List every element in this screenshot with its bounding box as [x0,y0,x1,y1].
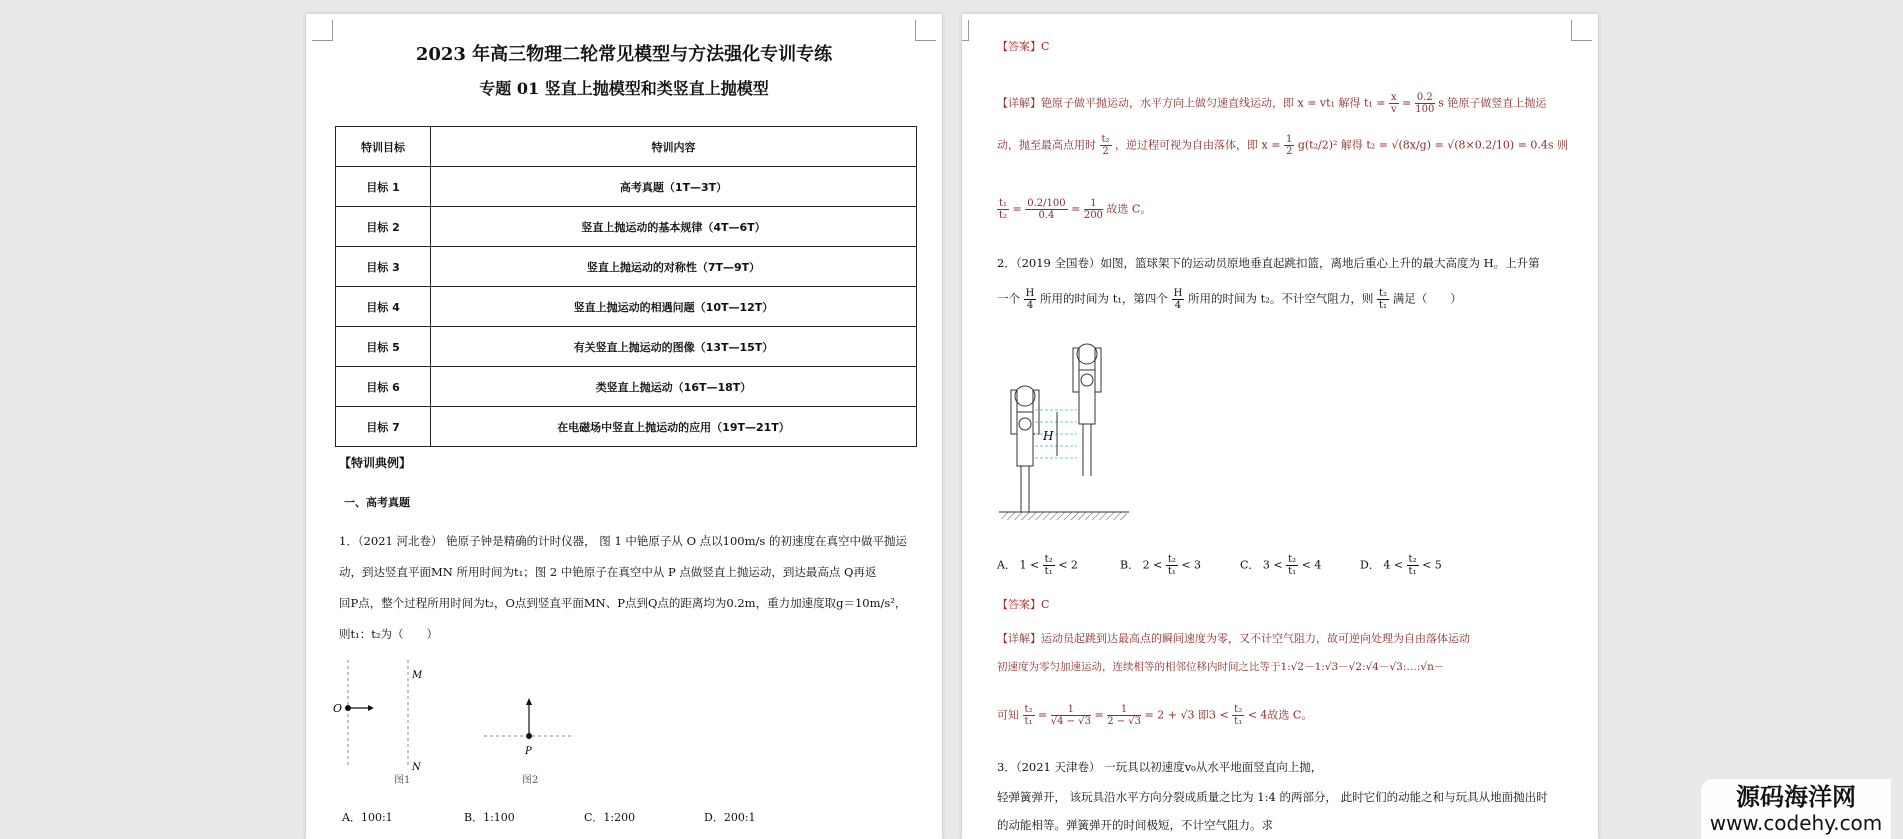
document-title: 2023 年高三物理二轮常见模型与方法强化专训专练 [415,44,833,65]
site-watermark [1701,779,1891,839]
fig2-point-p [526,733,532,739]
option-text: < 4 [1301,558,1322,572]
table-row [336,367,917,407]
document-subtitle: 专题 01 竖直上抛模型和类竖直上抛模型 [479,79,769,98]
question-2-option-b [1120,554,1201,577]
question-2-option-a [997,554,1078,577]
question-3-line: 轻弹簧弹开， 该玩具沿水平方向分裂成质量之比为 1:4 的两部分， 此时它们的动能之和与玩具从地面抛出时 [997,790,1548,804]
sqrt-expression: √(8x/g) [1391,138,1431,152]
fraction [1024,288,1037,311]
training-goals-table [335,126,917,447]
fig1-arrow-head [368,705,374,711]
height-label-h: H [1043,429,1054,443]
fraction [1100,134,1112,157]
question-text: 所用的时间为 t₂。不计空气阻力，则 [1187,291,1374,306]
table-row [336,407,917,447]
section-heading-exam: 一、高考真题 [344,496,410,509]
option-text: 4 < [1383,558,1404,572]
fraction-num: t₂ [1044,554,1053,565]
section-heading-typical: 【特训典例】 [339,456,412,470]
explanation-text: 故选 C。 [1106,202,1152,216]
fraction-den: t₂ [999,210,1008,221]
option-text: < 5 [1422,558,1442,572]
equals: = [1434,138,1444,152]
fraction-den: t₁ [1044,566,1053,577]
question-3-line: 3．（2021 天津卷） 一玩具以初速度v₀从水平地面竖直向上抛， [997,760,1323,774]
question-2-line: 2．（2019 全国卷）如图，篮球架下的运动员原地垂直起跳扣篮，离地后重心上升的最大高度为 H。上升第 [997,256,1540,270]
fraction-den: 100 [1415,104,1435,115]
fraction [997,198,1009,221]
option-letter: A． [997,558,1016,572]
fraction [1232,704,1244,727]
question-text: 满足（ ） [1392,291,1462,306]
page-corner-mark [312,20,333,41]
fraction-num: 0.2 [1416,92,1433,103]
table-row [336,287,917,327]
fraction [1407,554,1419,577]
fraction [1389,92,1399,115]
fraction-den: 4 [1026,300,1034,311]
fraction-den: v [1390,104,1397,115]
explanation-2-line: 初速度为零匀加速运动，连续相等的相邻位移内时间之比等于1:√2－1:√3－√2:√4－√3:…:√n－ [997,661,1445,673]
fraction-num: t₂ [1234,704,1243,715]
fraction-den: t₁ [1024,716,1033,727]
question-1-option: C．1:200 [584,811,636,824]
fraction-num: 1 [1107,704,1141,716]
equals: = [1038,708,1048,722]
question-text: 一个 [997,291,1020,306]
explanation-text: s 铯原子做竖直上抛运 [1438,96,1547,110]
fraction-num: H [1025,288,1035,299]
question-1-option: B．1:100 [464,811,515,824]
explanation-text: ，逆过程可视为自由落体，即 x = [1115,138,1281,152]
table-cell: 竖直上抛运动的相遇问题（10T—12T） [431,287,917,327]
explanation-text: 可知 [997,708,1019,722]
table-cell: 目标 4 [336,287,431,327]
fraction-den: t₁ [1379,300,1388,311]
fraction-num: 1 [1051,704,1091,716]
explanation-1-line1 [997,92,1546,115]
fraction-den: 200 [1083,210,1103,221]
equals: = [1402,96,1412,110]
fraction-den: 2 [1102,146,1109,157]
fraction-num: t₂ [1167,554,1176,565]
question-2-option-c [1240,554,1321,577]
fraction [1166,554,1178,577]
fraction [1107,704,1141,727]
question-1-option: A．100:1 [342,811,393,824]
equals: = [1094,708,1104,722]
head-low [1019,418,1031,430]
page-corner-mark [962,20,969,41]
fraction-den: t₁ [1234,716,1243,727]
explanation-1-line3: $\frac{\text{t₁}}{\text{t₂}}$ = $\frac{0.2/100}{0.4}$ = $\frac{1}{200}$ 故选 C。 [999,198,1152,221]
explanation-text: = 0.4s 则 [1517,138,1569,152]
option-text: 2 < [1142,558,1163,572]
table-header-cell: 特训目标 [336,127,431,167]
answer-2: 【答案】C [997,598,1050,611]
basketball-player-figure [997,332,1137,532]
fraction [1377,288,1389,311]
table-cell: 竖直上抛运动的对称性（7T—9T） [431,247,917,287]
table-cell: 目标 5 [336,327,431,367]
table-cell: 类竖直上抛运动（16T—18T） [431,367,917,407]
fraction-num: t₂ [1288,554,1297,565]
explanation-text: < 4故选 C。 [1247,708,1313,722]
fraction-den: 2 − √3 [1107,716,1142,727]
option-text: 3 < [1262,558,1283,572]
explanation-2-line: 【详解】运动员起跳到达最高点的瞬间速度为零，又不计空气阻力，故可逆向处理为自由落体运动 [997,632,1470,645]
fraction-num: 0.2/100 [1027,198,1066,209]
fraction-den: √4 − √3 [1050,716,1091,727]
sqrt-expression: √(8×0.2/10) [1447,138,1515,152]
question-3-line: 的动能相等。弹簧弹开的时间极短，不计空气阻力。求 [997,818,1273,832]
table-row [336,207,917,247]
table-cell: 有关竖直上抛运动的图像（13T—15T） [431,327,917,367]
fraction-num: t₂ [1024,704,1033,715]
option-letter: D． [1360,558,1380,572]
fraction-den: t₁ [1167,566,1176,577]
table-cell: 目标 2 [336,207,431,247]
fraction-num: x [1391,92,1397,103]
table-row [336,167,917,207]
fraction [1286,554,1298,577]
fraction-den: t₁ [1288,566,1297,577]
explanation-2-line [997,704,1312,727]
fraction [1415,92,1435,115]
ball-low [1015,386,1035,406]
table-cell: 目标 6 [336,367,431,407]
fraction [1025,198,1067,221]
question-1-option: D．200:1 [704,811,756,824]
fig2-caption: 图2 [522,775,539,786]
option-text: < 3 [1181,558,1202,572]
table-cell: 目标 7 [336,407,431,447]
question-2-line [997,288,1462,311]
fraction-num: t₂ [1379,288,1388,299]
fraction [1172,288,1185,311]
fig1-caption: 图1 [394,775,411,786]
table-cell: 目标 3 [336,247,431,287]
fig1-label-n: N [412,762,421,773]
fraction [1051,704,1091,727]
question-text: 所用的时间为 t₁，第四个 [1040,291,1168,306]
question-1-line: 则t₁：t₂为（ ） [339,627,438,641]
table-cell: 在电磁场中竖直上抛运动的应用（19T—21T） [431,407,917,447]
fraction [1023,704,1035,727]
fig2-label-p: P [525,746,532,757]
table-row [336,327,917,367]
document-page-left [306,14,942,839]
table-row [336,247,917,287]
explanation-text: g(t₂/2)² 解得 t₂ = [1297,138,1388,152]
fraction-num: 1 [1084,198,1103,210]
fraction [1084,198,1103,221]
fig1-label-o: O [333,702,343,715]
ground-hatching [1001,512,1127,520]
page-corner-mark [915,20,936,41]
question-1-line: 1．（2021 河北卷） 铯原子钟是精确的计时仪器， 图 1 中铯原子从 O 点以100m/s 的初速度在真空中做平抛运 [339,534,907,548]
explanation-text: 动，抛至最高点用时 [997,138,1096,152]
question-1-line: 回P点，整个过程所用时间为t₂，O点到竖直平面MN、P点到Q点的距离均为0.2m，重力加速度取g＝10m/s²， [339,596,907,610]
table-cell: 竖直上抛运动的基本规律（4T—6T） [431,207,917,247]
table-header-cell: 特训内容 [431,127,917,167]
fig2-arrow-head [526,698,532,705]
option-text: 1 < [1019,558,1040,572]
fraction-num: t₁ [999,198,1008,209]
fraction-num: H [1173,288,1183,299]
fraction [1043,554,1055,577]
table-cell: 高考真题（1T—3T） [431,167,917,207]
explanation-1-line2 [997,134,1568,157]
watermark-url: www.codehy.com [1709,811,1883,835]
explanation-text: = 2 + √3 即3 < [1144,708,1229,722]
option-letter: C． [1240,558,1260,572]
ball-high [1077,344,1097,364]
question-2-option-d [1360,554,1442,577]
fraction-den: t₁ [1408,566,1417,577]
fraction-num: t₂ [1408,554,1417,565]
watermark-title: 源码海洋网 [1736,783,1856,811]
table-cell: 目标 1 [336,167,431,207]
fraction-den: 0.4 [1038,210,1055,221]
document-page-right [962,14,1598,839]
explanation-text: 【详解】铯原子做平抛运动，水平方向上做匀速直线运动，即 x = vt₁ 解得 t₁ = [997,96,1386,110]
fraction-den: 4 [1174,300,1182,311]
question-1-line: 动，到达竖直平面MN 所用时间为t₁；图 2 中铯原子在真空中从 P 点做竖直上抛运动，到达最高点 Q再返 [339,565,877,579]
fig1-label-m: M [412,670,423,681]
option-letter: B． [1120,558,1140,572]
fraction: $\frac{1}{2}$ [1285,134,1293,157]
answer-1: 【答案】C [997,40,1050,53]
question-1-figures [330,656,630,786]
option-text: < 2 [1058,558,1078,572]
page-corner-mark [1571,20,1592,41]
fraction-num: t₂ [1101,134,1110,145]
table-header-row [336,127,917,167]
head-high [1081,374,1093,386]
